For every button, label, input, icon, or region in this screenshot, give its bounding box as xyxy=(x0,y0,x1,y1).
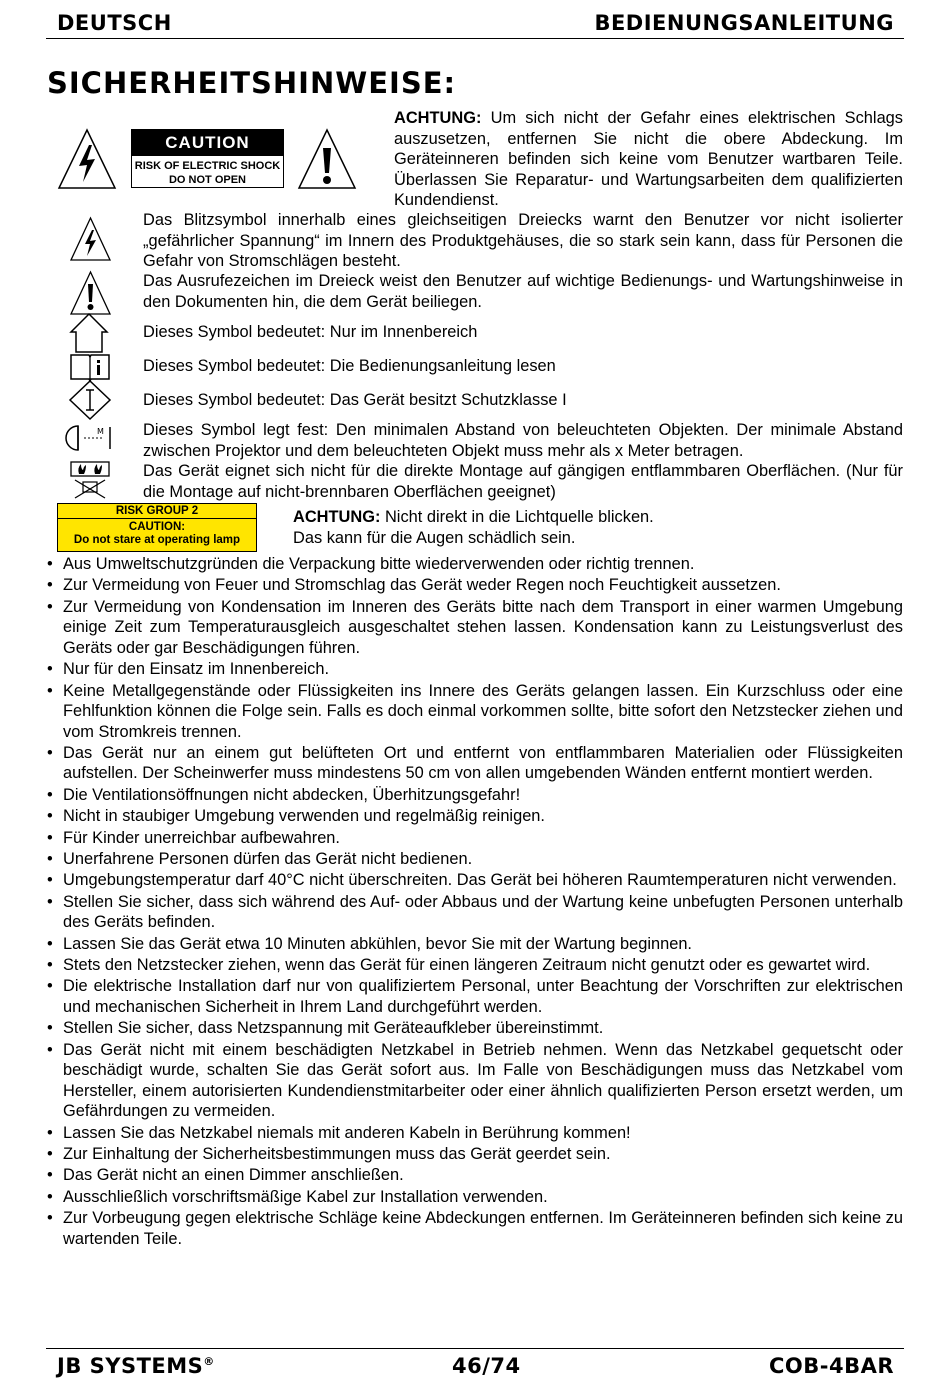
safety-bullet-item: • Unerfahrene Personen dürfen das Gerät nicht bedienen. xyxy=(46,849,903,870)
safety-bullet-list xyxy=(46,554,903,1250)
caution-label-head: CAUTION xyxy=(132,130,283,156)
caution-label-line2: DO NOT OPEN xyxy=(168,174,246,186)
safety-bullet-item: • Ausschließlich vorschriftsmäßige Kabel zur Installation verwenden. xyxy=(46,1187,903,1208)
footer-brand xyxy=(57,1354,215,1378)
exclamation-small-icon xyxy=(69,270,112,316)
intro-text: Um sich nicht der Gefahr eines elektrischen Schlags auszusetzen, entfernen Sie nicht die obere Abdeckung. Im Geräteinneren befinden sich keine vom Benutzer wartbaren Teile. Überlassen Sie Reparatur- und Wartungsarbeiten dem qualifizierten Kundendienst. xyxy=(394,109,903,209)
registered-mark: ® xyxy=(203,1355,215,1368)
safety-bullet-item: • Lassen Sie das Netzkabel niemals mit anderen Kabeln in Berührung kommen! xyxy=(46,1123,903,1144)
safety-bullet-item: • Keine Metallgegenstände oder Flüssigkeiten ins Innere des Geräts gelangen lassen. Ein Kurzschluss oder eine Fehlfunktion können die Folge sein. Falls es doch einmal vorkommen sollte, bitte sofort den Netzstecker ziehen und vom Stromkreis trennen. xyxy=(46,681,903,743)
safety-bullet-item: • Nur für den Einsatz im Innenbereich. xyxy=(46,659,903,680)
symbol-text-lightning: Das Blitzsymbol innerhalb eines gleichseitigen Dreiecks warnt den Benutzer vor nicht isolierter „gefährlicher Spannung“ im Innern des Produktgehäuses, die so stark sein kann, dass für Personen die Gefahr von Stromschlägen besteht. xyxy=(143,211,903,270)
safety-bullet-item: • Für Kinder unerreichbar aufbewahren. xyxy=(46,828,903,849)
symbol-text-flammable: Das Gerät eignet sich nicht für die direkte Montage auf gängigen entflammbaren Oberflächen. (Nur für die Montage auf nicht-brennbaren Oberflächen geeignet) xyxy=(143,462,903,501)
safety-bullet-item: • Nicht in staubiger Umgebung verwenden und regelmäßig reinigen. xyxy=(46,806,903,827)
safety-bullet-item: • Stets den Netzstecker ziehen, wenn das Gerät für einen längeren Zeitraum nicht genutzt oder es gewartet wird. xyxy=(46,955,903,976)
safety-bullet-item: • Zur Vorbeugung gegen elektrische Schläge keine Abdeckungen entfernen. Im Geräteinneren befinden sich keine zu wartenden Teile. xyxy=(46,1208,903,1249)
safety-bullet-item: • Aus Umweltschutzgründen die Verpackung bitte wiederverwenden oder richtig trennen. xyxy=(46,554,903,575)
safety-bullet-item: • Das Gerät nicht mit einem beschädigten Netzkabel in Betrieb nehmen. Wenn das Netzkabel gequetscht oder beschädigt wurde, schalten Sie das Gerät sofort aus. Im Falle von Beschädigungen muss das Netzkabel vom Hersteller, einem autorisierten Kundendienstmitarbeiter oder einer ähnlich qualifizierten Person ersetzt werden, um Gefährdungen zu vermeiden. xyxy=(46,1040,903,1122)
safety-bullet-item: • Das Gerät nur an einem gut belüfteten Ort und entfernt von entflammbaren Materialien oder Flüssigkeiten aufstellen. Der Scheinwerfer muss mindestens 50 cm von allen umgebenden Wänden entfernt montiert werden. xyxy=(46,743,903,784)
lightning-small-icon xyxy=(69,216,112,262)
symbol-text-distance: Dieses Symbol legt fest: Den minimalen Abstand von beleuchteten Objekten. Der minimale Abstand zwischen Projektor und dem beleuchteten Objekt muss mehr als x Meter betragen. xyxy=(143,421,903,460)
safety-bullet-item: • Lassen Sie das Gerät etwa 10 Minuten abkühlen, bevor Sie mit der Wartung beginnen. xyxy=(46,934,903,955)
risk-note-bold: ACHTUNG: xyxy=(293,508,381,526)
caution-label-line1: RISK OF ELECTRIC SHOCK xyxy=(134,160,281,172)
safety-bullet-item: • Zur Vermeidung von Feuer und Stromschlag das Gerät weder Regen noch Feuchtigkeit aussetzen. xyxy=(46,575,903,596)
exclamation-triangle-icon xyxy=(297,128,357,190)
risk-note xyxy=(293,507,893,548)
risk-group-line2: CAUTION: xyxy=(128,521,186,533)
no-flammable-surface-icon xyxy=(67,460,113,500)
safety-bullet-item: • Zur Vermeidung von Kondensation im Inneren des Geräts bitte nach dem Transport in einer warmen Umgebung einige Zeit zum Temperaturausgleich ausgeschaltet stehen lassen. Kondensation kann zu Leistungsverlust des Geräts oder gar Beschädigungen führen. xyxy=(46,597,903,659)
header-doc-type: BEDIENUNGSANLEITUNG xyxy=(594,11,894,35)
symbol-text-class: Dieses Symbol bedeutet: Das Gerät besitzt Schutzklasse I xyxy=(143,391,567,409)
protection-class-icon xyxy=(68,379,112,421)
symbol-text-manual: Dieses Symbol bedeutet: Die Bedienungsanleitung lesen xyxy=(143,357,556,375)
footer-rule xyxy=(46,1348,904,1349)
symbol-text-indoor: Dieses Symbol bedeutet: Nur im Innenbereich xyxy=(143,323,478,341)
risk-group-label xyxy=(57,503,257,552)
safety-bullet-item: • Die Ventilationsöffnungen nicht abdecken, Überhitzungsgefahr! xyxy=(46,785,903,806)
risk-note-text1: Nicht direkt in die Lichtquelle blicken. xyxy=(380,508,654,526)
safety-bullet-item: • Stellen Sie sicher, dass Netzspannung mit Geräteaufkleber übereinstimmt. xyxy=(46,1018,903,1039)
footer-brand-name: JB SYSTEMS xyxy=(57,1354,204,1378)
risk-group-line1: RISK GROUP 2 xyxy=(58,504,256,519)
page-title: SICHERHEITSHINWEISE: xyxy=(47,66,457,100)
footer-model: COB-4BAR xyxy=(768,1354,894,1378)
svg-text:M: M xyxy=(97,427,104,436)
safety-bullet-item: • Stellen Sie sicher, dass sich während des Auf- oder Abbaus und der Wartung keine unbefugten Personen unterhalb des Geräts befinden. xyxy=(46,892,903,933)
symbol-text-exclamation: Das Ausrufezeichen im Dreieck weist den Benutzer auf wichtige Bedienungs- und Wartungshinweise in den Dokumenten hin, die dem Gerät beiliegen. xyxy=(143,272,903,311)
safety-bullet-item: • Umgebungstemperatur darf 40°C nicht überschreiten. Das Gerät bei höheren Raumtemperaturen nicht verwenden. xyxy=(46,870,903,891)
header-rule xyxy=(46,38,904,39)
lightning-triangle-icon xyxy=(57,128,117,190)
caution-label xyxy=(131,129,284,188)
safety-bullet-item: • Zur Einhaltung der Sicherheitsbestimmungen muss das Gerät geerdet sein. xyxy=(46,1144,903,1165)
indoor-house-icon xyxy=(69,312,109,354)
intro-warning xyxy=(394,108,903,211)
minimum-distance-icon xyxy=(64,423,116,453)
safety-bullet-item: • Das Gerät nicht an einen Dimmer anschließen. xyxy=(46,1165,903,1186)
header-language: DEUTSCH xyxy=(57,11,172,35)
intro-bold: ACHTUNG: xyxy=(394,109,482,127)
risk-note-text2: Das kann für die Augen schädlich sein. xyxy=(293,528,576,547)
risk-group-line3: Do not stare at operating lamp xyxy=(73,534,241,546)
safety-bullet-item: • Die elektrische Installation darf nur von qualifiziertem Personal, unter Beachtung der Vorschriften zur elektrischen und mechanischen Sicherheit in Ihrem Land durchgeführt werden. xyxy=(46,976,903,1017)
footer-page-number: 46/74 xyxy=(452,1354,521,1378)
